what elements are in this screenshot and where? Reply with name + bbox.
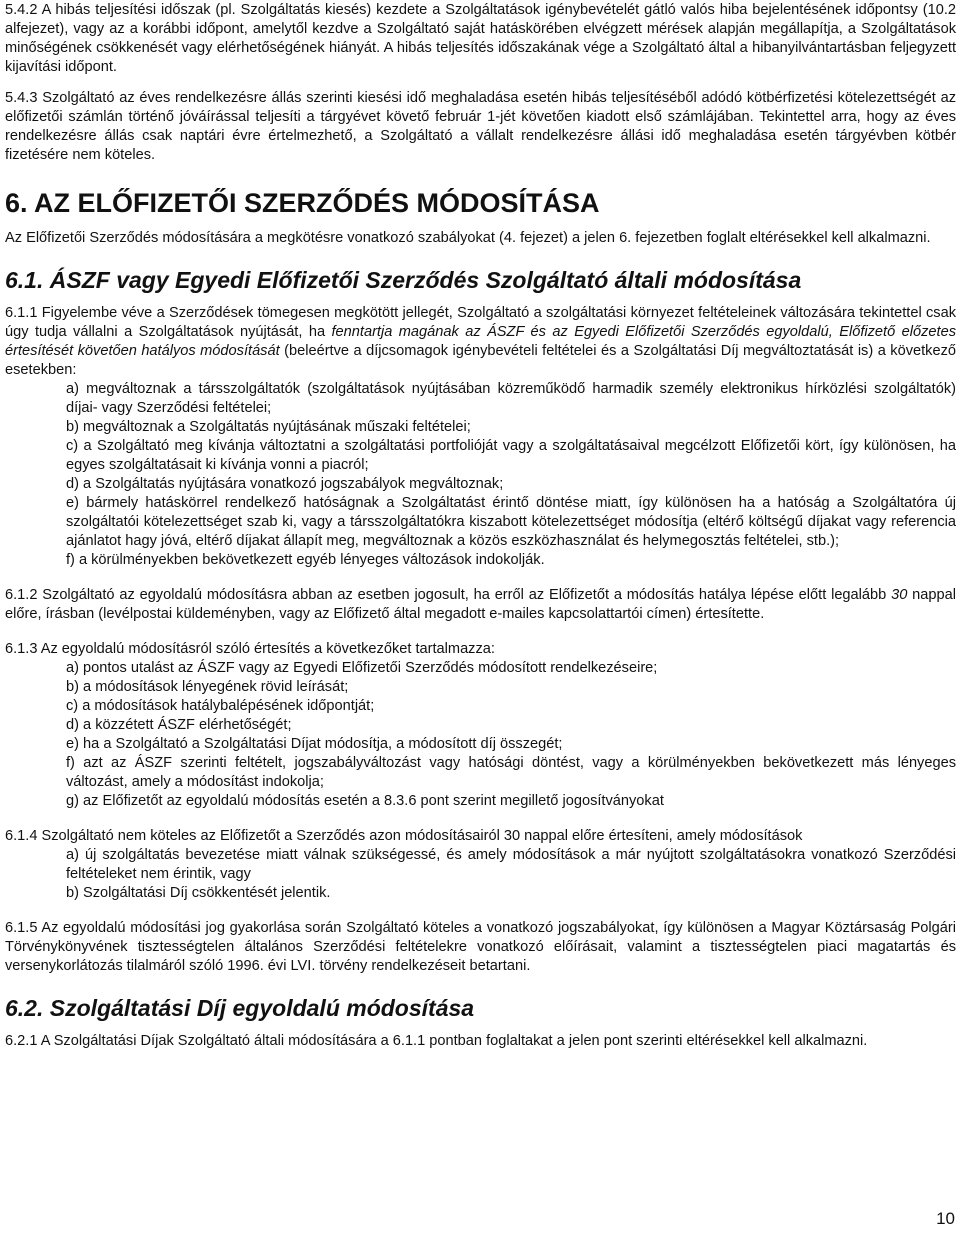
list-item: d) a közzétett ÁSZF elérhetőségét; bbox=[66, 717, 292, 733]
chapter-6-heading: 6. AZ ELŐFIZETŐI SZERZŐDÉS MÓDOSÍTÁSA bbox=[5, 188, 600, 218]
list-item: d) a Szolgáltatás nyújtására vonatkozó jogszabályok megváltoznak; bbox=[66, 476, 504, 492]
list-item: a) új szolgáltatás bevezetése miatt válnak szükségessé, és amely módosítások a már nyújtott szolgáltatásokra vonatkozó Szerződési feltételeket nem érintik, vagy bbox=[66, 847, 956, 882]
document-body bbox=[5, 1, 956, 1051]
page-number: 10 bbox=[936, 1209, 955, 1228]
paragraph-6-1-3: 6.1.3 Az egyoldalú módosításról szóló értesítés a következőket tartalmazza: bbox=[5, 641, 495, 657]
paragraph-6-1-1-text-a: 6.1.1 Figyelembe véve a Szerződések tömegesen megkötött jellegét, Szolgáltató a szolgáltatási környezet feltételeinek változására tekintettel csak úgy tudja vállalni a Szolgáltatások nyújtását, ha bbox=[5, 305, 956, 340]
list-item: e) bármely hatáskörrel rendelkező hatóságnak a Szolgáltatást érintő döntése miatt, így különösen ha a hatóság a Szolgáltatóra új szolgáltatói kötelezettséget szab ki, vagy a társszolgáltatókra kiszabott kötelezettséget módosítja (eltérő költségű díjakat vagy referencia ajánlatot hagy jóvá, eltérő díjakat állapít meg, megváltoznak a közös eszközhasználat és helymegosztás feltételei, stb.); bbox=[66, 495, 956, 549]
paragraph-6-1-4: 6.1.4 Szolgáltató nem köteles az Előfizetőt a Szerződés azon módosításairól 30 nappal előre értesíteni, amely módosítások bbox=[5, 828, 803, 844]
paragraph-5-4-3: 5.4.3 Szolgáltató az éves rendelkezésre állás szerinti kiesési idő meghaladása esetén hibás teljesítéséből adódó kötbérfizetési kötelezettségét az előfizetői számlán történő jóváírással teljesíti a tárgyévet követő február 1-jét követően kiadott első számlájában. Tekintettel arra, hogy az éves rendelkezésre állás csak naptári évre értelmezhető, a Szolgáltató a vállalt rendelkezésre állási idő meghaladása esetén tárgyévben kötbér fizetésére nem köteles. bbox=[5, 90, 956, 163]
list-item: f) azt az ÁSZF szerinti feltételt, jogszabályváltozást vagy hatósági döntést, vagy a körülményekben bekövetkezett más lényeges változást, amely a módosítást indokolja; bbox=[66, 755, 956, 790]
section-6-2-heading: 6.2. Szolgáltatási Díj egyoldalú módosítása bbox=[5, 995, 475, 1021]
paragraph-6-1-1 bbox=[5, 304, 956, 380]
section-6-1-heading: 6.1. ÁSZF vagy Egyedi Előfizetői Szerződés Szolgáltató általi módosítása bbox=[5, 267, 802, 293]
paragraph-5-4-2: 5.4.2 A hibás teljesítési időszak (pl. Szolgáltatás kiesés) kezdete a Szolgáltatások igénybevételét gátló valós hiba bejelentésének időpontsy (10.2 alfejezet), vagy az a korábbi időpont, amelytől kezdve a Szolgáltató saját hatáskörében elvégzett mérések alapján megállapítja, a Szolgáltatások minőségének csökkenését vagy elérhetőségének hiányát. A hibás teljesítés időszakának vége a Szolgáltató által a hibanyilvántartásban feljegyzett kijavítási időpont. bbox=[5, 2, 956, 75]
list-item: f) a körülményekben bekövetkezett egyéb lényeges változások indokolják. bbox=[66, 552, 545, 568]
paragraph-6-1-2-text-b: nappal előre, írásban (levélpostai küldeményben, vagy az Előfizető által megadott e-mailes kapcsolattartói címen) értesítette. bbox=[5, 587, 956, 622]
list-6-1-3 bbox=[5, 659, 956, 811]
list-item: c) a Szolgáltató meg kívánja változtatni a szolgáltatási portfolióját vagy a szolgáltatásaival megcélzott Előfizetői kört, így különösen, ha egyes szolgáltatásait ki kívánja vonni a piacról; bbox=[66, 438, 956, 473]
chapter-6-intro: Az Előfizetői Szerződés módosítására a megkötésre vonatkozó szabályokat (4. fejezet) a jelen 6. fejezetben foglalt eltérésekkel kell alkalmazni. bbox=[5, 230, 931, 246]
list-item: a) megváltoznak a társszolgáltatók (szolgáltatások nyújtásában közreműködő harmadik személy elektronikus hírközlési szolgáltatók) díjai- vagy Szerződési feltételei; bbox=[66, 381, 956, 416]
paragraph-6-1-2-italic: 30 bbox=[891, 587, 908, 603]
list-6-1-1 bbox=[5, 380, 956, 570]
list-item: c) a módosítások hatálybalépésének időpontját; bbox=[66, 698, 375, 714]
list-item: g) az Előfizetőt az egyoldalú módosítás esetén a 8.3.6 pont szerint megillető jogosítványokat bbox=[66, 793, 664, 809]
list-6-1-4 bbox=[5, 846, 956, 903]
paragraph-6-1-2-text-a: 6.1.2 Szolgáltató az egyoldalú módosításra abban az esetben jogosult, ha erről az Előfizetőt a módosítás hatálya lépése előtt legalább bbox=[5, 587, 892, 603]
list-item: e) ha a Szolgáltató a Szolgáltatási Díjat módosítja, a módosított díj összegét; bbox=[66, 736, 563, 752]
list-item: b) megváltoznak a Szolgáltatás nyújtásának műszaki feltételei; bbox=[66, 419, 471, 435]
paragraph-6-1-5: 6.1.5 Az egyoldalú módosítási jog gyakorlása során Szolgáltató köteles a vonatkozó jogszabályokat, így különösen a Magyar Köztársaság Polgári Törvénykönyvének tisztességtelen általános Szerződési feltételekre vonatkozó előírásait, valamint a tisztességtelen piaci magatartás és versenykorlátozás tilalmáról szóló 1996. évi LVI. törvény rendelkezéseit betartani. bbox=[5, 920, 956, 974]
list-item: a) pontos utalást az ÁSZF vagy az Egyedi Előfizetői Szerződés módosított rendelkezéseire; bbox=[66, 660, 658, 676]
paragraph-6-1-1-text-b: (beleértve a díjcsomagok igénybevételi feltételei és a Szolgáltatási Díj megváltoztatását is) a következő esetekben: bbox=[5, 343, 956, 378]
list-item: b) Szolgáltatási Díj csökkentését jelentik. bbox=[66, 885, 331, 901]
paragraph-6-2-1: 6.2.1 A Szolgáltatási Díjak Szolgáltató általi módosítására a 6.1.1 pontban foglaltakat a jelen pont szerinti eltérésekkel kell alkalmazni. bbox=[5, 1033, 868, 1049]
list-item: b) a módosítások lényegének rövid leírását; bbox=[66, 679, 349, 695]
paragraph-6-1-2 bbox=[5, 586, 956, 624]
paragraph-6-1-1-italic: fenntartja magának az ÁSZF és az Egyedi Előfizetői Szerződés egyoldalú, Előfizető előzetes értesítését követően hatályos módosítását bbox=[5, 324, 956, 359]
